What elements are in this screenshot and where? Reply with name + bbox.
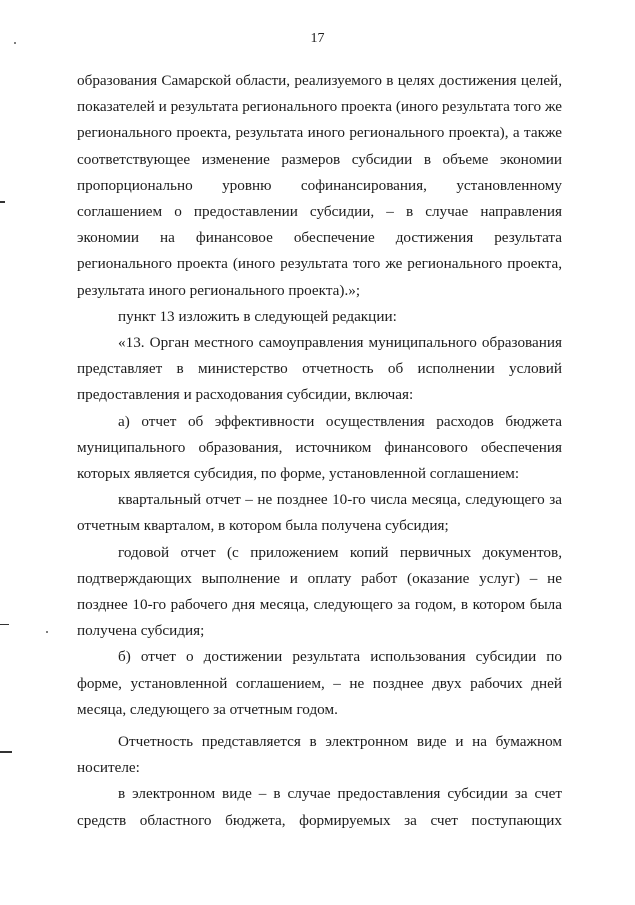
- paragraph-subitem-a: а) отчет об эффективности осуществления расходов бюджета муниципального образования, источником финансового обеспечения которых является субсидия, по форме, установленной соглашением:: [77, 412, 562, 483]
- scan-mark: [0, 201, 5, 203]
- paragraph-amendment-intro: пункт 13 изложить в следующей редакции:: [118, 307, 397, 325]
- paragraph-electronic-form: в электронном виде – в случае предоставления субсидии за счет средств областного бюджета, формируемых за счет поступающих: [77, 785, 562, 829]
- paragraph-item-13: «13. Орган местного самоуправления муниципального образования представляет в министерство отчетность об исполнении условий предоставления и расходования субсидии, включая:: [77, 334, 562, 404]
- page-number: 17: [310, 31, 325, 46]
- paragraph-reporting-format: Отчетность представляется в электронном виде и на бумажном носителе:: [77, 733, 562, 777]
- paragraph-subitem-b: б) отчет о достижении результата использования субсидии по форме, установленной соглашением, – не позднее двух рабочих дней месяца, следующего за отчетным годом.: [77, 648, 562, 718]
- scan-dot: [46, 631, 48, 633]
- paragraph-annual-report: годовой отчет (с приложением копий первичных документов, подтверждающих выполнение и оплату работ (оказание услуг) – не позднее 10-го рабочего дня месяца, следующего за годом, в котором была получена субсидия;: [77, 543, 562, 640]
- document-body: [77, 68, 562, 834]
- scan-mark: [0, 624, 9, 625]
- paragraph-quarterly-report: квартальный отчет – не позднее 10-го числа месяца, следующего за отчетным кварталом, в котором была получена субсидия;: [77, 491, 562, 535]
- paragraph-continuation: образования Самарской области, реализуемого в целях достижения целей, показателей и результата регионального проекта (иного результата того же регионального проекта, результата иного регионального проекта), а также соответствующее изменение размеров субсидии в объеме экономии пропорционально уровню софинансирования, установленному соглашением о предоставлении субсидии, – в случае направления экономии на финансовое обеспечение достижения результата регионального проекта (иного результата того же регионального проекта, результата иного регионального проекта).»;: [77, 72, 562, 299]
- scan-mark: [0, 751, 12, 753]
- scan-dot: [14, 42, 16, 44]
